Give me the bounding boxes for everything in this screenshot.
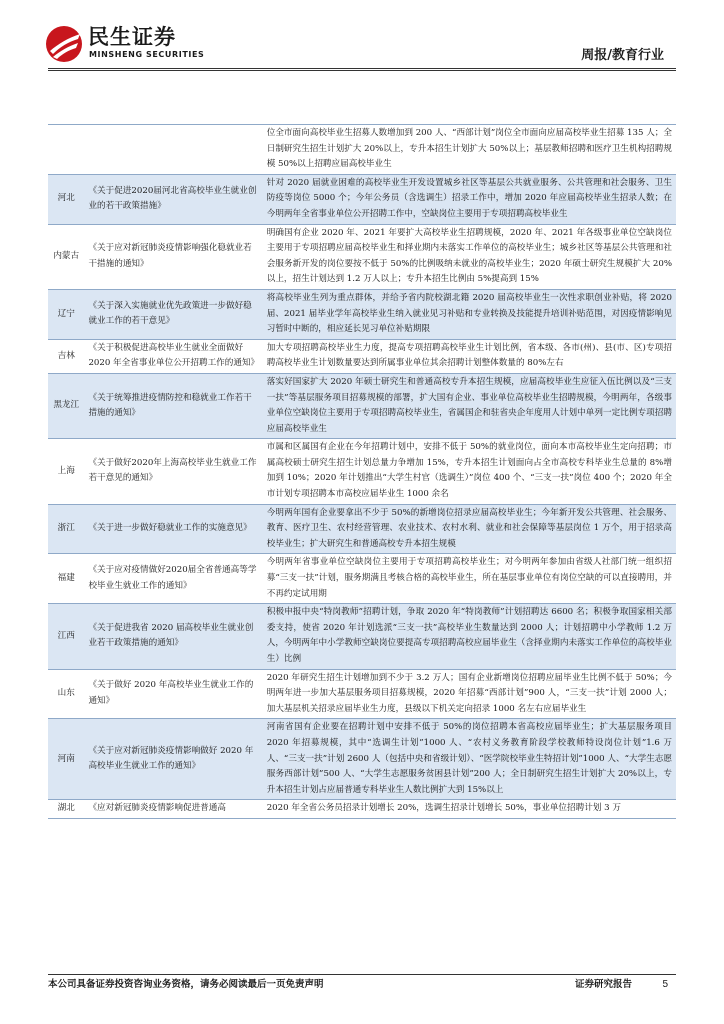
measure-cell: 积极申报中央“特岗教师”招聘计划，争取 2020 年“特岗教师”计划招聘达 6600 名；积极争取国家相关部委支持，使省 2020 年计划选派“三支一扶”高校毕业生数量达到 2000 人；计划招聘中小学教师 1.2 万人，今明两年中小学教师空缺岗位要提高专项招聘高校应届毕业生（含择业期内未落实工作单位的高校毕业生）比例: [263, 604, 676, 669]
page-header: [0, 0, 724, 72]
measure-cell: 针对 2020 届就业困难的高校毕业生开发设置城乡社区等基层公共就业服务、公共管理和社会服务、卫生防疫等岗位 5000 个；今年公务员（含选调生）招录工作中，增加 2020 年应届高校毕业生招录人数；在今明两年全省事业单位公开招聘工作中，空缺岗位主要用于专项招聘高校毕业生: [263, 174, 676, 224]
policy-name-cell: 《应对新冠肺炎疫情影响促进普通高: [84, 800, 262, 819]
province-cell: 吉林: [48, 339, 84, 373]
minsheng-logo-mark-icon: [44, 24, 84, 64]
province-cell: [48, 125, 84, 175]
footer-divider: [48, 974, 676, 975]
logo-chinese-name: 民生证券: [88, 25, 176, 49]
province-cell: 浙江: [48, 504, 84, 554]
page-number: 5: [662, 979, 668, 990]
policy-name-cell: 《关于促进2020届河北省高校毕业生就业创业的若干政策措施》: [84, 174, 262, 224]
table-row: [48, 604, 676, 669]
table-row: [48, 719, 676, 800]
policy-name-cell: 《关于深入实施就业优先政策进一步做好稳就业工作的若干意见》: [84, 289, 262, 339]
policy-table-container: [48, 124, 676, 819]
province-cell: 福建: [48, 554, 84, 604]
measure-cell: 河南省国有企业要在招聘计划中安排不低于 50%的岗位招聘本省高校应届毕业生；扩大基层服务项目 2020 年招募规模，其中“选调生计划”1000 人、“农村义务教育阶段学校教师特设岗位计划”1.6 万人、“三支一扶”计划 2600 人（包括中央和省级计划）、“医学院校毕业生特招计划”1000 人、“大学生志愿服务西部计划”500 人、“大学生志愿服务贫困县计划”200 人；全日制研究生招生计划扩大 20%以上，专升本招生计划占应届普通专科毕业生人数比例扩大到 15%以上: [263, 719, 676, 800]
measure-cell: 2020 年全省公务员招录计划增长 20%，选调生招录计划增长 50%，事业单位招聘计划 3 万: [263, 800, 676, 819]
province-cell: 河南: [48, 719, 84, 800]
header-divider: [48, 68, 676, 69]
province-cell: 内蒙古: [48, 224, 84, 289]
table-row: [48, 554, 676, 604]
table-row: [48, 224, 676, 289]
policy-name-cell: 《关于应对疫情做好2020届全省普通高等学校毕业生就业工作的通知》: [84, 554, 262, 604]
table-row: [48, 373, 676, 438]
province-cell: 辽宁: [48, 289, 84, 339]
province-cell: 湖北: [48, 800, 84, 819]
logo-english-name: MINSHENG SECURITIES: [89, 50, 205, 59]
table-row: [48, 669, 676, 719]
measure-cell: 落实好国家扩大 2020 年硕士研究生和普通高校专升本招生规模，应届高校毕业生应征入伍比例以及“三支一扶”等基层服务项目招募规模的部署，扩大国有企业、事业单位高校毕业生招聘规模，今明两年，各级事业单位空缺岗位主要用于专项招聘高校毕业生，省属国企和驻省央企年度用人计划中单列一定比例专项招聘应届高校毕业生: [263, 373, 676, 438]
minsheng-logo: [44, 24, 219, 64]
measure-cell: 加大专项招聘高校毕业生力度，提高专项招聘高校毕业生计划比例，省本级、各市(州)、县(市、区)专项招聘高校毕业生计划数量要达到所属事业单位其余招聘计划整体数量的 80%左右: [263, 339, 676, 373]
province-cell: 山东: [48, 669, 84, 719]
policy-name-cell: 《关于应对新冠肺炎疫情影响做好 2020 年高校毕业生就业工作的通知》: [84, 719, 262, 800]
footer-disclaimer: 本公司具备证券投资咨询业务资格，请务必阅读最后一页免责声明: [48, 979, 324, 990]
policy-name-cell: 《关于进一步做好稳就业工作的实施意见》: [84, 504, 262, 554]
policy-name-cell: 《关于做好2020年上海高校毕业生就业工作若干意见的通知》: [84, 439, 262, 504]
measure-cell: 今明两年国有企业要拿出不少于 50%的新增岗位招录应届高校毕业生；今年新开发公共管理、社会服务、教育、医疗卫生、农村经营管理、农业技术、农村水利、就业和社会保障等基层岗位 1 万个，用于招录高校毕业生；扩大研究生和普通高校专升本招生规模: [263, 504, 676, 554]
measure-cell: 2020 年研究生招生计划增加到不少于 3.2 万人；国有企业新增岗位招聘应届毕业生比例不低于 50%；今明两年进一步加大基层服务项目招募规模，2020 年招募“西部计划”900 人，“三支一扶”计划 2000 人；加大基层机关招录应届毕业生力度，县级以下机关定向招录 1000 名左右应届毕业生: [263, 669, 676, 719]
province-cell: 河北: [48, 174, 84, 224]
policy-name-cell: 《关于促进我省 2020 届高校毕业生就业创业若干政策措施的通知》: [84, 604, 262, 669]
header-divider-secondary: [48, 70, 676, 71]
policy-table-body: [48, 125, 676, 819]
measure-cell: 位全市面向高校毕业生招募人数增加到 200 人、“西部计划”岗位全市面向应届高校毕业生招募 135 人；全日制研究生招生计划扩大 20%以上，专升本招生计划扩大 50%以上；基层教师招聘和医疗卫生机构招聘规模 50%以上招聘应届高校毕业生: [263, 125, 676, 175]
policy-name-cell: 《关于统筹推进疫情防控和稳就业工作若干措施的通知》: [84, 373, 262, 438]
policy-name-cell: 《关于做好 2020 年高校毕业生就业工作的通知》: [84, 669, 262, 719]
report-type-label: 周报/教育行业: [581, 48, 664, 63]
province-cell: 江西: [48, 604, 84, 669]
province-cell: 黑龙江: [48, 373, 84, 438]
province-cell: 上海: [48, 439, 84, 504]
policy-table: [48, 124, 676, 819]
policy-name-cell: [84, 125, 262, 175]
table-row: [48, 339, 676, 373]
table-row: [48, 504, 676, 554]
table-row: [48, 289, 676, 339]
policy-name-cell: 《关于应对新冠肺炎疫情影响强化稳就业若干措施的通知》: [84, 224, 262, 289]
table-row: [48, 800, 676, 819]
measure-cell: 今明两年省事业单位空缺岗位主要用于专项招聘高校毕业生；对今明两年参加由省级人社部门统一组织招募“三支一扶”计划，服务期满且考核合格的高校毕业生，所在基层事业单位有岗位空缺的可以直接聘用，并不再约定试用期: [263, 554, 676, 604]
table-row: [48, 439, 676, 504]
measure-cell: 明确国有企业 2020 年、2021 年要扩大高校毕业生招聘规模，2020 年、2021 年各级事业单位空缺岗位主要用于专项招聘应届高校毕业生和择业期内未落实工作单位的高校毕业生；城乡社区等基层公共管理和社会服务新开发的岗位要按不低于 50%的比例吸纳未就业的高校毕业生；2020 年硕士研究生规模扩大 20%以上，招生计划达到 1.2 万人以上；专升本招生比例由 5%提高到 15%: [263, 224, 676, 289]
measure-cell: 将高校毕业生列为重点群体，并给予省内院校湖北籍 2020 届高校毕业生一次性求职创业补贴，将 2020 届、2021 届毕业学年高校毕业生纳入就业见习补贴和专业转换及技能提升培训补贴范围，对因疫情影响见习暂时中断的，相应延长见习单位补贴期限: [263, 289, 676, 339]
footer-doc-type: 证券研究报告: [574, 979, 632, 990]
table-row: [48, 125, 676, 175]
policy-name-cell: 《关于积极促进高校毕业生就业全面做好 2020 年全省事业单位公开招聘工作的通知》: [84, 339, 262, 373]
table-row: [48, 174, 676, 224]
measure-cell: 市属和区属国有企业在今年招聘计划中，安排不低于 50%的就业岗位，面向本市高校毕业生定向招聘；市属高校硕士研究生招生计划总量力争增加 15%，专升本招生计划面向占全市高校专科毕业生总量的 8%增加到 10%；2020 年计划推出“大学生村官（选调生）”岗位 400 个、“三支一扶”岗位 400 个；2020 年全市计划专项招聘本市高校应届毕业生 1000 余名: [263, 439, 676, 504]
